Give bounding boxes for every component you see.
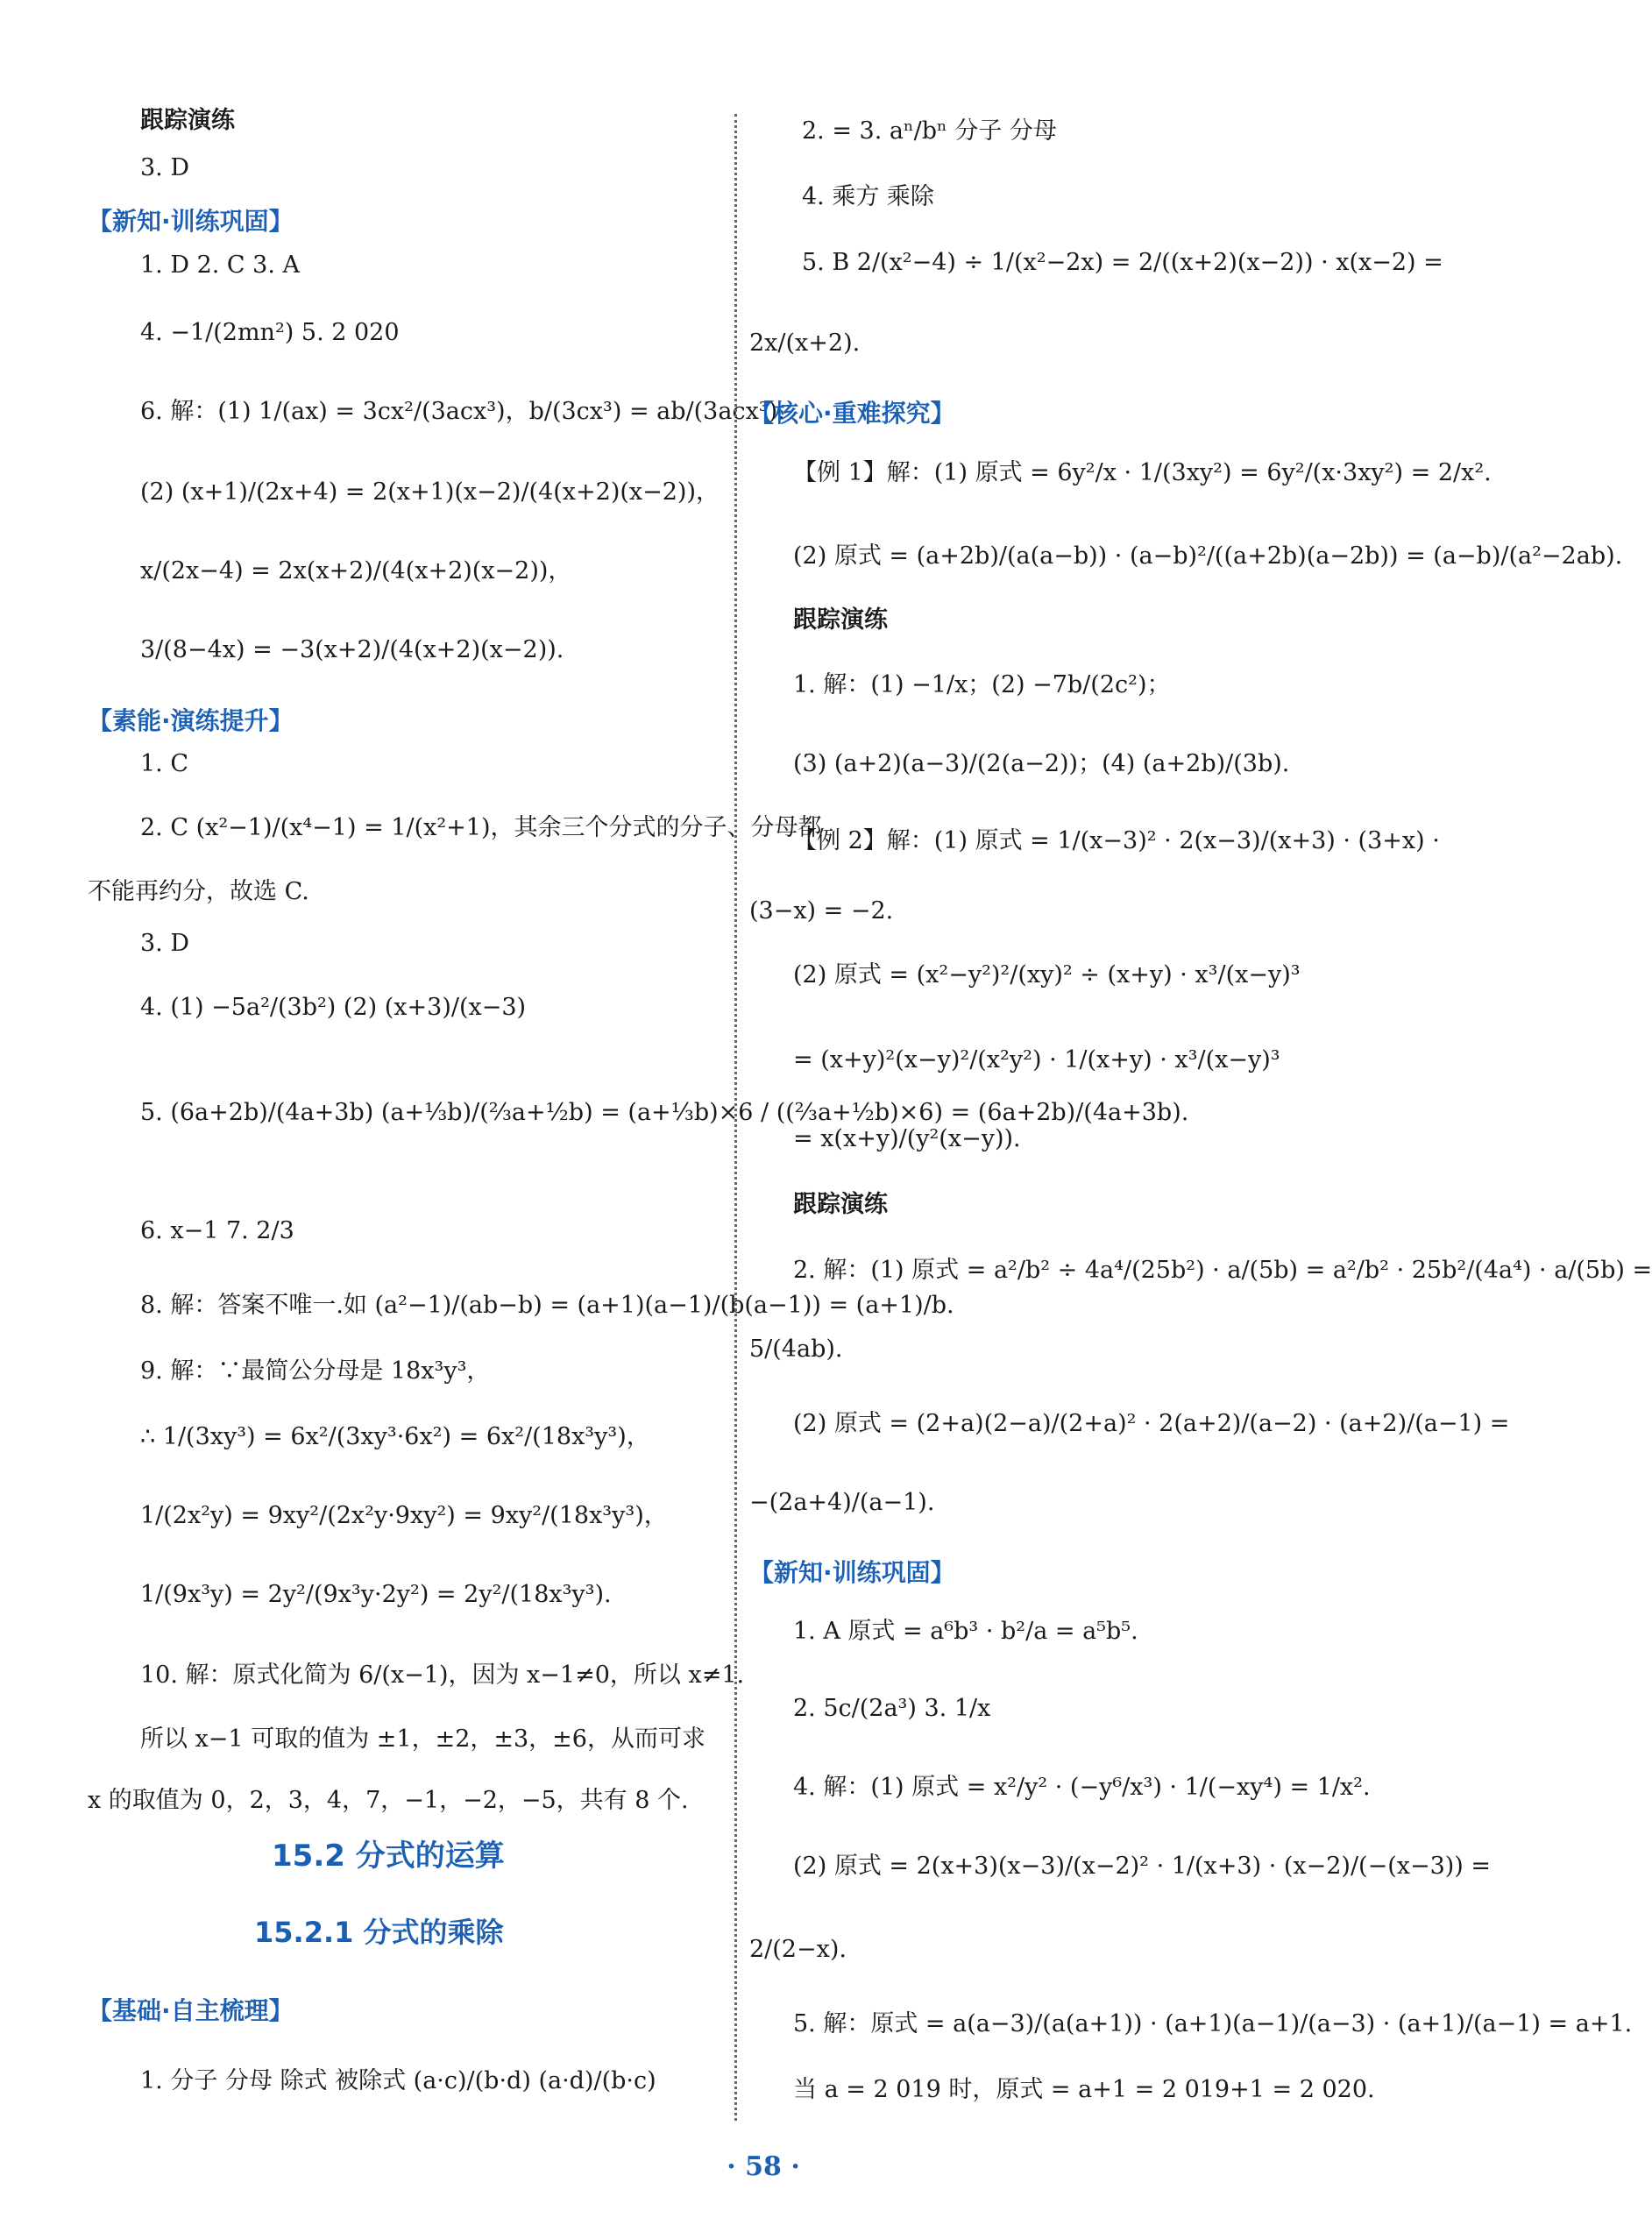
left-answer-line: 3. D: [140, 930, 189, 957]
left-answer-line: 3/(8−4x) = −3(x+2)/(4(x+2)(x−2)).: [140, 636, 564, 663]
right-answer-line: 【例 2】解：(1) 原式 = 1/(x−3)² · 2(x−3)/(x+3) · (3+x) ·: [793, 827, 1440, 854]
left-answer-line: x/(2x−4) = 2x(x+2)/(4(x+2)(x−2))，: [140, 557, 572, 585]
right-answer-line: 4. 乘方 乘除: [802, 183, 934, 210]
left-answer-line: 1/(9x³y) = 2y²/(9x³y·2y²) = 2y²/(18x³y³).: [140, 1581, 612, 1608]
left-answer-line: 3. D: [140, 154, 189, 181]
left-section-header: 【素能·演练提升】: [88, 706, 294, 735]
left-answer-line: 9. 解：∵最简公分母是 18x³y³，: [140, 1357, 491, 1385]
right-section-header: 【新知·训练巩固】: [749, 1558, 955, 1587]
right-answer-line: 2/(2−x).: [749, 1936, 847, 1963]
right-answer-line: 2. 5c/(2a³) 3. 1/x: [793, 1695, 991, 1722]
left-answer-line: 5. (6a+2b)/(4a+3b) (a+⅓b)/(⅔a+½b) = (a+⅓b)×6 / ((⅔a+½b)×6) = (6a+2b)/(4a+3b).: [140, 1099, 1189, 1126]
left-answer-line: 1. D 2. C 3. A: [140, 252, 300, 279]
left-answer-line: 10. 解：原式化简为 6/(x−1)，因为 x−1≠0，所以 x≠1.: [140, 1662, 745, 1689]
left-answer-line: 1. 分子 分母 除式 被除式 (a·c)/(b·d) (a·d)/(b·c): [140, 2067, 656, 2094]
left-answer-line: ∴ 1/(3xy³) = 6x²/(3xy³·6x²) = 6x²/(18x³y³)，: [140, 1423, 650, 1450]
right-answer-line: 2. 解：(1) 原式 = a²/b² ÷ 4a⁴/(25b²) · a/(5b) = a²/b² · 25b²/(4a⁴) · a/(5b) =: [793, 1257, 1652, 1284]
right-subheading: 跟踪演练: [793, 606, 888, 634]
section-title: 15.2 分式的运算: [272, 1839, 505, 1874]
left-answer-line: 8. 解：答案不唯一.如 (a²−1)/(ab−b) = (a+1)(a−1)/(b(a−1)) = (a+1)/b.: [140, 1292, 954, 1319]
column-divider: [734, 114, 737, 2121]
left-answer-line: 1/(2x²y) = 9xy²/(2x²y·9xy²) = 9xy²/(18x³y³)，: [140, 1502, 668, 1529]
subsection-title: 15.2.1 分式的乘除: [254, 1916, 504, 1949]
left-answer-line: 6. 解：(1) 1/(ax) = 3cx²/(3acx³)，b/(3cx³) = ab/(3acx³).: [140, 398, 785, 425]
right-answer-line: 当 a = 2 019 时，原式 = a+1 = 2 019+1 = 2 020.: [793, 2076, 1375, 2103]
left-subheading: 跟踪演练: [140, 107, 235, 134]
right-answer-line: (2) 原式 = (x²−y²)²/(xy)² ÷ (x+y) · x³/(x−y)³: [793, 961, 1301, 988]
right-answer-line: 【例 1】解：(1) 原式 = 6y²/x · 1/(3xy²) = 6y²/(x·3xy²) = 2/x².: [793, 459, 1492, 486]
right-answer-line: (2) 原式 = (2+a)(2−a)/(2+a)² · 2(a+2)/(a−2) · (a+2)/(a−1) =: [793, 1410, 1510, 1437]
left-answer-line: 4. (1) −5a²/(3b²) (2) (x+3)/(x−3): [140, 994, 527, 1021]
right-answer-line: 2. = 3. aⁿ/bⁿ 分子 分母: [802, 117, 1057, 145]
left-answer-line: 6. x−1 7. 2/3: [140, 1217, 294, 1244]
left-answer-line: (2) (x+1)/(2x+4) = 2(x+1)(x−2)/(4(x+2)(x−2))，: [140, 478, 720, 506]
left-section-header: 【新知·训练巩固】: [88, 207, 294, 236]
right-answer-line: 5/(4ab).: [749, 1336, 843, 1363]
left-answer-line: x 的取值为 0，2，3，4，7，−1，−2，−5，共有 8 个.: [88, 1787, 689, 1814]
right-answer-line: 1. 解：(1) −1/x；(2) −7b/(2c²)；: [793, 671, 1171, 698]
left-answer-line: 2. C (x²−1)/(x⁴−1) = 1/(x²+1)，其余三个分式的分子、分母都: [140, 814, 822, 841]
right-answer-line: (2) 原式 = (a+2b)/(a(a−b)) · (a−b)²/((a+2b)(a−2b)) = (a−b)/(a²−2ab).: [793, 542, 1623, 570]
left-answer-line: 1. C: [140, 750, 189, 777]
left-answer-line: 不能再约分，故选 C.: [88, 878, 309, 905]
right-answer-line: (2) 原式 = 2(x+3)(x−3)/(x−2)² · 1/(x+3) · (x−2)/(−(x−3)) =: [793, 1853, 1492, 1880]
right-answer-line: 5. 解：原式 = a(a−3)/(a(a+1)) · (a+1)(a−1)/(a−3) · (a+1)/(a−1) = a+1.: [793, 2010, 1633, 2037]
left-answer-line: 所以 x−1 可取的值为 ±1，±2，±3，±6，从而可求: [140, 1725, 705, 1753]
right-answer-line: 5. B 2/(x²−4) ÷ 1/(x²−2x) = 2/((x+2)(x−2)) · x(x−2) =: [802, 249, 1443, 276]
right-answer-line: −(2a+4)/(a−1).: [749, 1489, 935, 1516]
right-subheading: 跟踪演练: [793, 1191, 888, 1218]
left-answer-line: 4. −1/(2mn²) 5. 2 020: [140, 319, 400, 346]
right-answer-line: = (x+y)²(x−y)²/(x²y²) · 1/(x+y) · x³/(x−y)³: [793, 1046, 1280, 1073]
left-section-header: 【基础·自主梳理】: [88, 1996, 294, 2025]
right-answer-line: = x(x+y)/(y²(x−y)).: [793, 1125, 1021, 1152]
right-answer-line: (3−x) = −2.: [749, 897, 894, 925]
right-answer-line: (3) (a+2)(a−3)/(2(a−2))；(4) (a+2b)/(3b).: [793, 750, 1290, 777]
right-answer-line: 2x/(x+2).: [749, 329, 861, 357]
right-section-header: 【核心·重难探究】: [749, 399, 955, 428]
page-number: · 58 ·: [727, 2151, 800, 2182]
right-answer-line: 4. 解：(1) 原式 = x²/y² · (−y⁶/x³) · 1/(−xy⁴) = 1/x².: [793, 1774, 1371, 1801]
right-answer-line: 1. A 原式 = a⁶b³ · b²/a = a⁵b⁵.: [793, 1618, 1138, 1645]
